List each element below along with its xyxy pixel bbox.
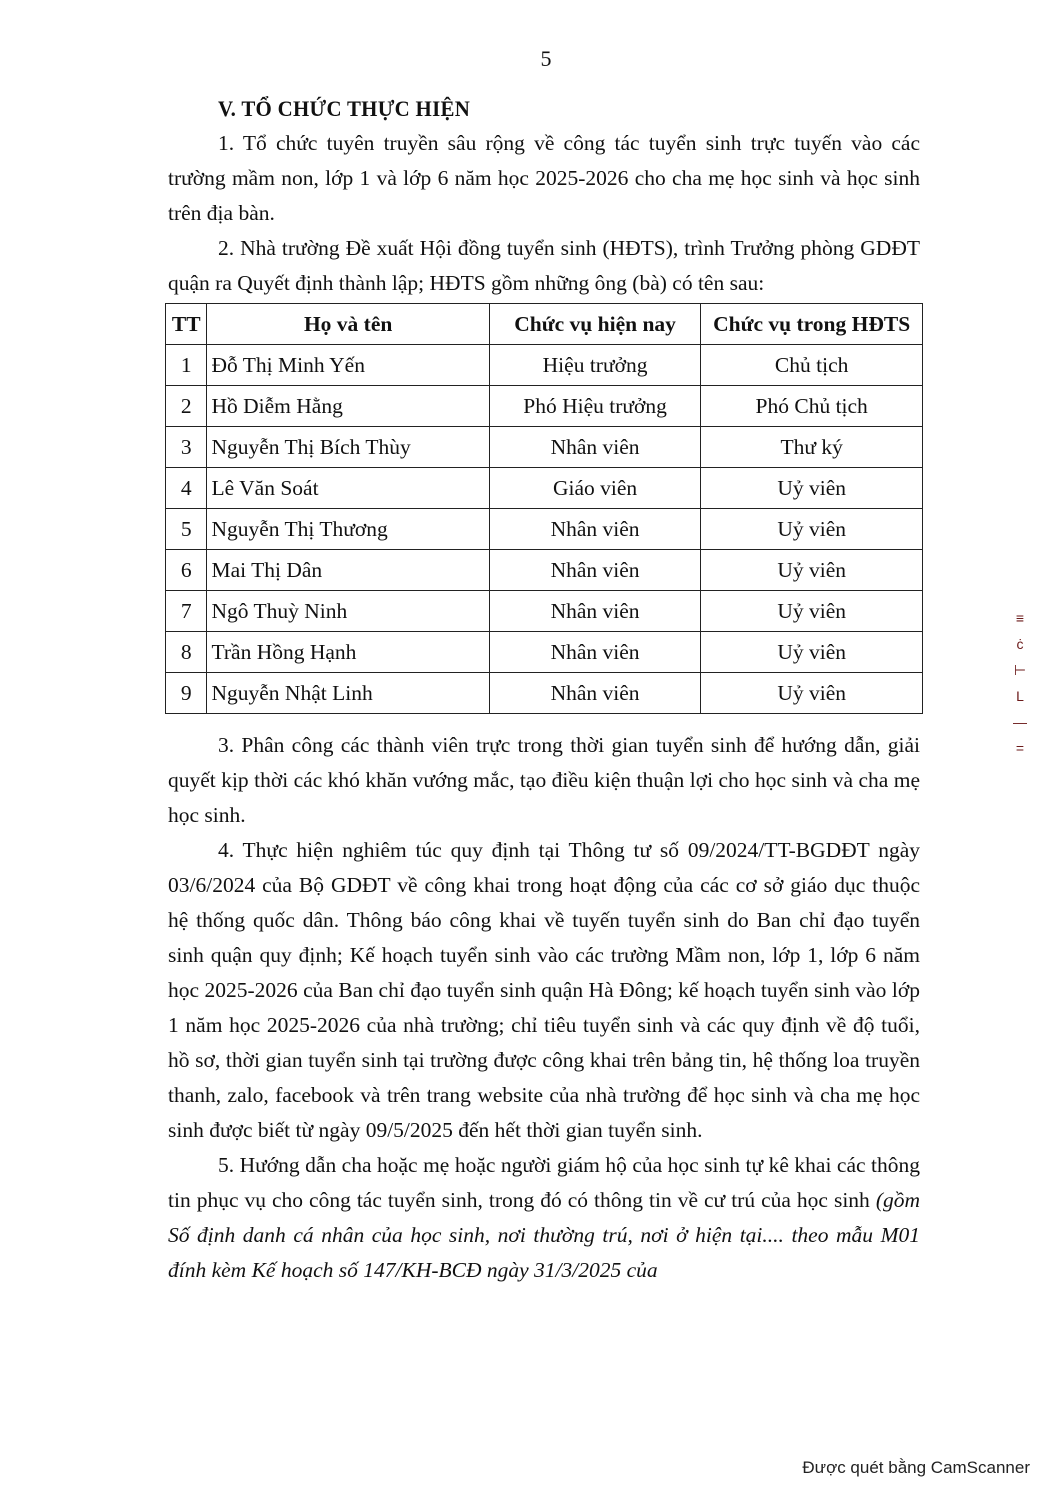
stamp-mark: = (1015, 740, 1025, 756)
cell-position: Nhân viên (489, 673, 701, 714)
cell-name: Lê Văn Soát (207, 468, 489, 509)
cell-tt: 9 (166, 673, 207, 714)
cell-name: Trần Hồng Hạnh (207, 632, 489, 673)
paragraph-3: 3. Phân công các thành viên trực trong thời gian tuyển sinh để hướng dẫn, giải quyết kịp thời các khó khăn vướng mắc, tạo điều kiện thuận lợi cho học sinh và cha mẹ học sinh. (168, 733, 920, 827)
cell-role: Uỷ viên (701, 632, 923, 673)
stamp-mark: — (1013, 714, 1027, 730)
cell-position: Nhân viên (489, 509, 701, 550)
table-row (166, 386, 923, 427)
table-row (166, 591, 923, 632)
cell-position: Nhân viên (489, 591, 701, 632)
section-title: V. TỔ CHỨC THỰC HIỆN (218, 96, 471, 121)
paragraph-2: 2. Nhà trường Đề xuất Hội đồng tuyển sinh (HĐTS), trình Trưởng phòng GDĐT quận ra Quyết định thành lập; HĐTS gồm những ông (bà) có tên sau: (168, 236, 920, 295)
paragraph-5 (168, 1148, 920, 1288)
paragraph-5-italic-text: (gồm Số định danh cá nhân của học sinh, nơi thường trú, nơi ở hiện tại.... theo mẫu M01 đính kèm Kế hoạch số 147/KH-BCĐ ngày 31/3/2025 của (168, 1188, 920, 1282)
cell-role: Uỷ viên (701, 673, 923, 714)
document-body (168, 96, 920, 1288)
table-row (166, 345, 923, 386)
cell-name: Nguyễn Nhật Linh (207, 673, 489, 714)
cell-position: Hiệu trưởng (489, 345, 701, 386)
cell-name: Mai Thị Dân (207, 550, 489, 591)
header-name: Họ và tên (207, 304, 489, 345)
table-row (166, 468, 923, 509)
cell-position: Nhân viên (489, 550, 701, 591)
cell-role: Thư ký (701, 427, 923, 468)
paragraph-4: 4. Thực hiện nghiêm túc quy định tại Thông tư số 09/2024/TT-BGDĐT ngày 03/6/2024 của Bộ GDĐT về công khai trong hoạt động của các cơ sở giáo dục thuộc hệ thống quốc dân. Thông báo công khai về tuyến tuyển sinh do Ban chỉ đạo tuyển sinh quận quy định; Kế hoạch tuyển sinh vào các trường Mầm non, lớp 1, lớp 6 năm học 2025-2026 của Ban chỉ đạo tuyển sinh quận Hà Đông; kế hoạch tuyển sinh vào lớp 1 năm học 2025-2026 của nhà trường; chỉ tiêu tuyển sinh và các quy định về độ tuổi, hồ sơ, thời gian tuyển sinh tại trường được công khai trên bảng tin, hệ thống loa truyền thanh, zalo, facebook và trên trang website của nhà trường để học sinh và cha mẹ học sinh được biết từ ngày 09/5/2025 đến hết thời gian tuyển sinh. (168, 838, 920, 1142)
cell-role: Uỷ viên (701, 509, 923, 550)
cell-name: Đỗ Thị Minh Yến (207, 345, 489, 386)
camscanner-watermark: Được quét bằng CamScanner (802, 1458, 1030, 1477)
cell-tt: 6 (166, 550, 207, 591)
stamp-mark: ≡ (1015, 610, 1025, 626)
stamp-edge-marks (1005, 605, 1035, 761)
cell-tt: 2 (166, 386, 207, 427)
cell-tt: 1 (166, 345, 207, 386)
table-row (166, 673, 923, 714)
page-number: 5 (540, 46, 552, 71)
paragraph-5-text: 5. Hướng dẫn cha hoặc mẹ hoặc người giám hộ của học sinh tự kê khai các thông tin phục vụ cho công tác tuyển sinh, trong đó có thông tin về cư trú của học sinh (168, 1153, 920, 1212)
cell-role: Uỷ viên (701, 468, 923, 509)
cell-position: Phó Hiệu trưởng (489, 386, 701, 427)
table-row (166, 632, 923, 673)
paragraph-1: 1. Tổ chức tuyên truyền sâu rộng về công tác tuyển sinh trực tuyến vào các trường mầm non, lớp 1 và lớp 6 năm học 2025-2026 cho cha mẹ học sinh và học sinh trên địa bàn. (168, 131, 920, 225)
stamp-mark: L (1016, 688, 1024, 704)
cell-position: Nhân viên (489, 632, 701, 673)
table-row (166, 427, 923, 468)
cell-name: Nguyễn Thị Thương (207, 509, 489, 550)
cell-name: Nguyễn Thị Bích Thùy (207, 427, 489, 468)
cell-name: Hồ Diễm Hằng (207, 386, 489, 427)
header-committee-role: Chức vụ trong HĐTS (701, 304, 923, 345)
table-row (166, 550, 923, 591)
cell-name: Ngô Thuỳ Ninh (207, 591, 489, 632)
stamp-mark: ċ (1016, 636, 1024, 652)
committee-table (165, 303, 923, 714)
table-row (166, 509, 923, 550)
cell-tt: 7 (166, 591, 207, 632)
cell-role: Chủ tịch (701, 345, 923, 386)
cell-tt: 3 (166, 427, 207, 468)
cell-role: Uỷ viên (701, 591, 923, 632)
cell-tt: 8 (166, 632, 207, 673)
cell-tt: 5 (166, 509, 207, 550)
cell-position: Nhân viên (489, 427, 701, 468)
cell-role: Uỷ viên (701, 550, 923, 591)
cell-position: Giáo viên (489, 468, 701, 509)
table-header-row (166, 304, 923, 345)
header-tt: TT (166, 304, 207, 345)
cell-role: Phó Chủ tịch (701, 386, 923, 427)
header-current-position: Chức vụ hiện nay (489, 304, 701, 345)
stamp-mark: ⊢ (1013, 662, 1027, 678)
cell-tt: 4 (166, 468, 207, 509)
